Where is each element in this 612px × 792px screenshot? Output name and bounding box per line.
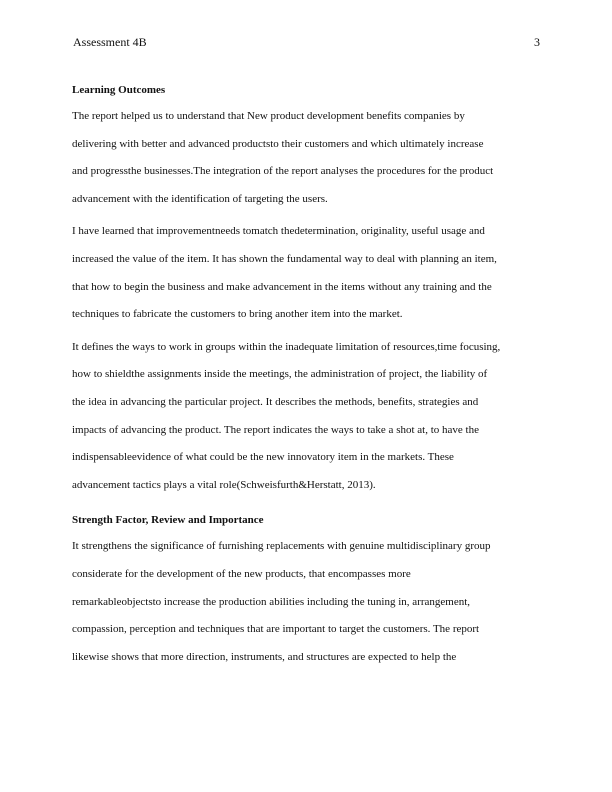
document-body — [72, 81, 546, 671]
text-line: It defines the ways to work in groups within the inadequate limitation of resources,time focusing, — [72, 340, 501, 353]
text-line: remarkableobjectsto increase the production abilities including the tuning in, arrangement, — [72, 595, 471, 608]
paragraph — [72, 218, 546, 328]
paragraph — [72, 334, 546, 500]
text-line: compassion, perception and techniques that are important to target the customers. The report — [72, 623, 480, 636]
paragraph — [72, 103, 546, 213]
text-line: increased the value of the item. It has shown the fundamental way to deal with planning an item, — [72, 252, 497, 265]
paragraph — [72, 533, 546, 671]
page-number: 3 — [534, 35, 540, 49]
text-line: the idea in advancing the particular project. It describes the methods, benefits, strategies and — [72, 395, 479, 408]
text-line: impacts of advancing the product. The report indicates the ways to take a shot at, to have the — [72, 423, 479, 436]
text-line: I have learned that improvementneeds tomatch thedetermination, originality, useful usage and — [72, 225, 485, 238]
text-line: how to shieldthe assignments inside the meetings, the administration of project, the liability of — [72, 368, 488, 381]
text-line: delivering with better and advanced productsto their customers and which ultimately increase — [72, 137, 484, 150]
text-line: likewise shows that more direction, instruments, and structures are expected to help the — [72, 650, 457, 663]
text-line: techniques to fabricate the customers to bring another item into the market. — [72, 308, 403, 321]
text-line: advancement tactics plays a vital role(Schweisfurth&Herstatt, 2013). — [72, 478, 376, 491]
section-heading-learning-outcomes: Learning Outcomes — [72, 84, 166, 96]
text-line: advancement with the identification of targeting the users. — [72, 192, 328, 205]
text-line: The report helped us to understand that New product development benefits companies by — [72, 110, 465, 122]
text-line: considerate for the development of the new products, that encompasses more — [72, 567, 411, 580]
running-head: Assessment 4B — [73, 35, 147, 49]
text-line: that how to begin the business and make advancement in the items without any training and the — [72, 280, 492, 293]
text-line: It strengthens the significance of furnishing replacements with genuine multidisciplinary group — [72, 540, 491, 553]
text-line: indispensableevidence of what could be the new innovatory item in the markets. These — [72, 451, 454, 464]
text-line: and progressthe businesses.The integration of the report analyses the procedures for the product — [72, 165, 494, 178]
section-heading-strength-factor: Strength Factor, Review and Importance — [72, 514, 264, 527]
